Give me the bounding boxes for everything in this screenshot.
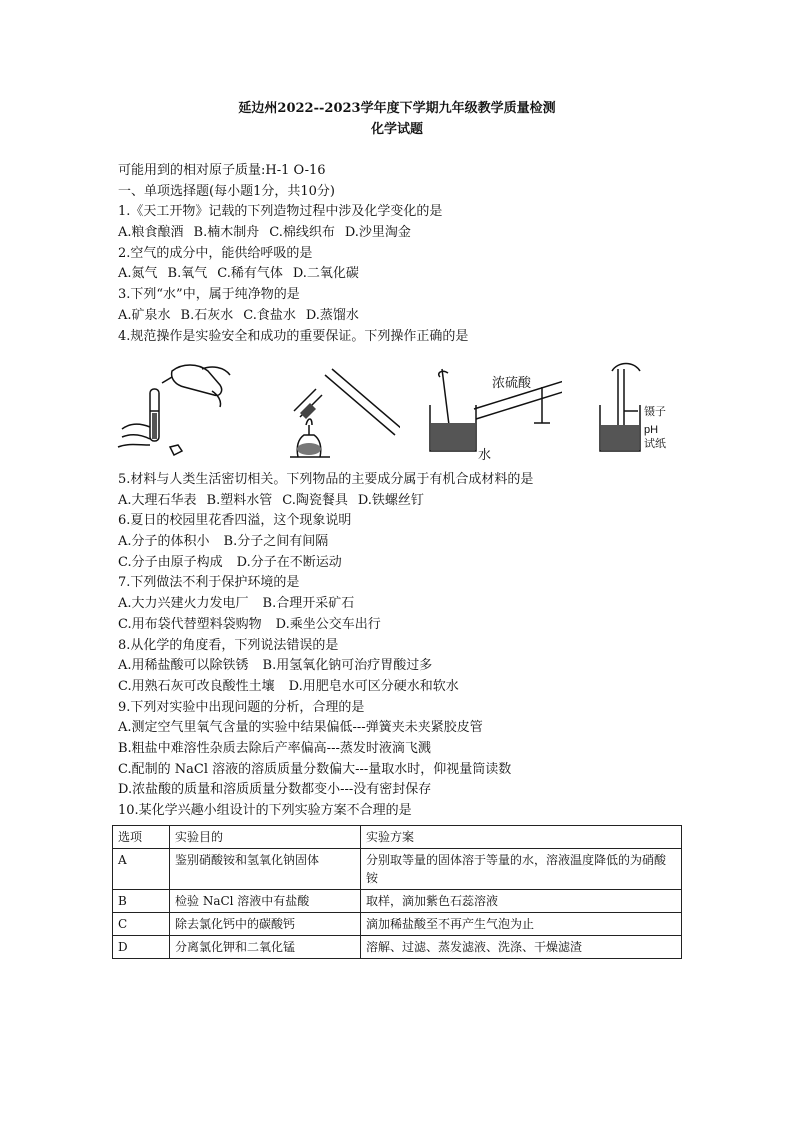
option-a: A.大理石华表 — [118, 492, 197, 508]
cell-purpose: 检验 NaCl 溶液中有盐酸 — [170, 890, 361, 913]
q6-stem: 6.夏日的校园里花香四溢，这个现象说明 — [118, 513, 352, 529]
option-c: C.食盐水 — [243, 307, 296, 323]
option-b: B.石灰水 — [180, 307, 234, 323]
option-a: A.测定空气里氧气含量的实验中结果偏低---弹簧夹未夹紧胶皮管 — [118, 720, 483, 736]
label-water: 水 — [478, 447, 492, 461]
q1-stem: 1.《天工开物》记载的下列造物过程中涉及化学变化的是 — [118, 204, 443, 220]
table-row — [113, 936, 682, 959]
q8-stem: 8.从化学的角度看，下列说法错误的是 — [118, 637, 339, 653]
q4-stem: 4.规范操作是实验安全和成功的重要保证。下列操作正确的是 — [118, 328, 469, 344]
q3-stem: 3.下列“水”中，属于纯净物的是 — [118, 287, 300, 303]
q2-options — [118, 264, 688, 285]
label-conc-sulfuric: 浓硫酸 — [492, 375, 532, 390]
section-heading: 一、单项选择题(每小题1分，共10分) — [118, 183, 335, 199]
option-a: A.粮食酿酒 — [118, 225, 184, 241]
option-c: C.用布袋代替塑料袋购物 — [118, 616, 262, 632]
cell-option: D — [113, 936, 170, 959]
cell-purpose: 除去氯化钙中的碳酸钙 — [170, 913, 361, 936]
option-b: B.用氢氧化钠可治疗胃酸过多 — [262, 658, 433, 674]
figure-a-pour-liquid — [112, 361, 242, 461]
option-d: D.二氧化碳 — [292, 266, 359, 282]
q3-options — [118, 306, 688, 327]
atomic-mass-note: 可能用到的相对原子质量:H-1 O-16 — [118, 163, 326, 178]
cell-purpose: 分离氯化钾和二氧化锰 — [170, 936, 361, 959]
cell-option: C — [113, 913, 170, 936]
option-a: A.分子的体积小 — [118, 534, 210, 550]
q7-stem: 7.下列做法不利于保护环境的是 — [118, 575, 300, 591]
option-a: A.氮气 — [118, 266, 158, 282]
option-c: C.稀有气体 — [217, 266, 283, 282]
option-c: C.分子由原子构成 — [118, 554, 223, 570]
q10-stem: 10.某化学兴趣小组设计的下列实验方案不合理的是 — [118, 803, 412, 818]
option-b: B.塑料水管 — [206, 492, 273, 508]
q4-figures — [112, 361, 682, 461]
q6-options-cd — [118, 553, 688, 574]
option-d: D.乘坐公交车出行 — [275, 616, 381, 632]
q6-options-ab — [118, 532, 688, 553]
q10-table — [112, 825, 682, 959]
page-subtitle: 化学试题 — [370, 122, 423, 137]
header-purpose: 实验目的 — [170, 826, 361, 849]
table-row — [113, 849, 682, 890]
q8-options-ab — [118, 656, 688, 677]
option-c: C.配制的 NaCl 溶液的溶质质量分数偏大---量取水时，仰视量筒读数 — [118, 761, 512, 777]
cell-plan: 取样，滴加紫色石蕊溶液 — [361, 890, 682, 913]
option-a: A.矿泉水 — [118, 307, 171, 323]
option-b: B.分子之间有间隔 — [223, 534, 329, 550]
cell-plan: 分别取等量的固体溶于等量的水，溶液温度降低的为硝酸铵 — [361, 849, 682, 890]
option-d: D.蒸馏水 — [305, 307, 359, 323]
option-c: C.陶瓷餐具 — [282, 492, 348, 508]
figure-d-ph-test — [592, 361, 682, 461]
header-option: 选项 — [113, 826, 170, 849]
q8-options-cd — [118, 677, 688, 698]
option-d: D.分子在不断运动 — [236, 554, 342, 570]
option-b: B.氧气 — [167, 266, 208, 282]
option-c: C.用熟石灰可改良酸性土壤 — [118, 678, 275, 694]
q5-options — [118, 491, 688, 512]
option-d: D.铁螺丝钉 — [357, 492, 424, 508]
table-row — [113, 890, 682, 913]
questions-block-2 — [118, 470, 688, 822]
option-d: D.用肥皂水可区分硬水和软水 — [288, 678, 459, 694]
q2-stem: 2.空气的成分中，能供给呼吸的是 — [118, 245, 313, 261]
cell-option: B — [113, 890, 170, 913]
option-d: D.沙里淘金 — [344, 225, 411, 241]
option-b: B.合理开采矿石 — [262, 596, 355, 612]
table-row — [113, 913, 682, 936]
page-title: 延边州2022--2023学年度下学期九年级教学质量检测 — [238, 101, 556, 116]
option-d: D.浓盐酸的质量和溶质质量分数都变小---没有密封保存 — [118, 782, 432, 798]
figure-b-heat-test-tube — [280, 361, 400, 461]
cell-purpose: 鉴别硝酸铵和氢氧化钠固体 — [170, 849, 361, 890]
figure-c-dilute-acid — [412, 361, 562, 461]
table-header-row — [113, 826, 682, 849]
q9-stem: 9.下列对实验中出现问题的分析，合理的是 — [118, 699, 365, 715]
option-c: C.棉线织布 — [269, 225, 335, 241]
option-b: B.粗盐中难溶性杂质去除后产率偏高---蒸发时液滴飞溅 — [118, 740, 431, 756]
option-a: A.大力兴建火力发电厂 — [118, 596, 249, 612]
option-a: A.用稀盐酸可以除铁锈 — [118, 658, 249, 674]
questions-block-1 — [118, 161, 688, 347]
label-tweezers: 镊子 — [644, 406, 666, 418]
header-plan: 实验方案 — [361, 826, 682, 849]
q7-options-cd — [118, 615, 688, 636]
q5-stem: 5.材料与人类生活密切相关。下列物品的主要成分属于有机合成材料的是 — [118, 472, 534, 487]
label-ph: pH — [644, 424, 659, 436]
q1-options — [118, 223, 688, 244]
q7-options-ab — [118, 594, 688, 615]
cell-plan: 溶解、过滤、蒸发滤液、洗涤、干燥滤渣 — [361, 936, 682, 959]
label-test-paper: 试纸 — [644, 438, 666, 450]
option-b: B.楠木制舟 — [193, 225, 260, 241]
cell-plan: 滴加稀盐酸至不再产生气泡为止 — [361, 913, 682, 936]
cell-option: A — [113, 849, 170, 890]
